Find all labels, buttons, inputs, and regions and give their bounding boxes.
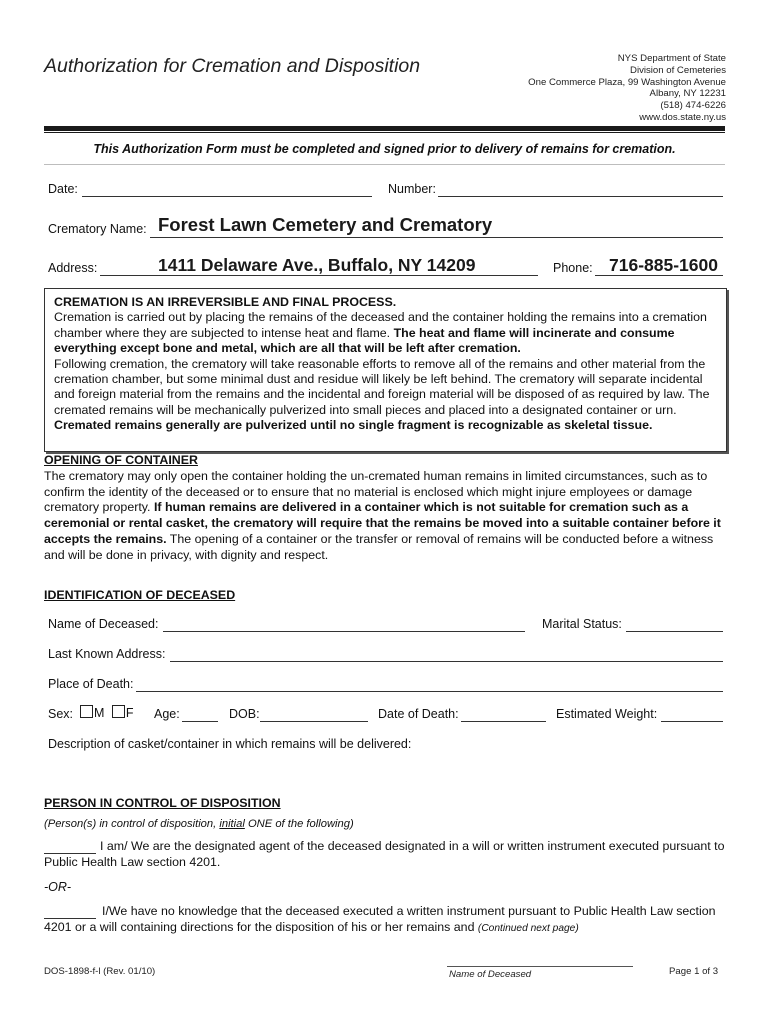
date-of-death-label: Date of Death: (378, 707, 459, 721)
sex-options (78, 705, 134, 720)
marital-status-field[interactable] (626, 631, 723, 632)
warning-paragraph-2 (54, 357, 717, 434)
last-known-address-label: Last Known Address: (48, 647, 166, 661)
place-of-death-field[interactable] (136, 691, 723, 692)
estimated-weight-field[interactable] (661, 721, 723, 722)
sex-m-label: M (94, 706, 105, 720)
dob-label: DOB: (229, 707, 260, 721)
warning-bold-text: Cremated remains generally are pulverized until no single fragment is recognizable as skeletal tissue. (54, 418, 653, 433)
identification-section-title: IDENTIFICATION OF DECEASED (44, 588, 236, 602)
control-section-title: PERSON IN CONTROL OF DISPOSITION (44, 796, 281, 810)
agency-address (528, 53, 726, 124)
control-subtitle-initial: initial (219, 818, 245, 830)
opening-text-1: The crematory may only open the container holding the un-cremated human remains in limited circumstances, such as to confirm the identity of the deceased or to ensure that no material is enclosed which might injure employees or damage crematory property. (44, 468, 708, 515)
date-field[interactable] (82, 196, 372, 197)
sex-f-label: F (125, 706, 134, 720)
last-known-address-field[interactable] (170, 661, 723, 662)
age-label: Age: (154, 707, 180, 721)
opening-section (44, 453, 727, 564)
completion-notice: This Authorization Form must be completed and signed prior to delivery of remains for cremation. (93, 142, 676, 156)
opening-section-title: OPENING OF CONTAINER (44, 453, 198, 467)
crematory-name-label: Crematory Name: (48, 222, 147, 236)
estimated-weight-label: Estimated Weight: (556, 707, 658, 721)
address-value: 1411 Delaware Ave., Buffalo, NY 14209 (158, 255, 476, 275)
agency-line: Albany, NY 12231 (649, 88, 726, 100)
sex-label: Sex: (48, 707, 74, 721)
form-title: Authorization for Cremation and Disposition (44, 55, 421, 77)
agency-line: Division of Cemeteries (630, 64, 726, 76)
name-of-deceased-field[interactable] (163, 631, 525, 632)
warning-paragraph-1 (54, 310, 717, 356)
date-label: Date: (48, 182, 78, 196)
opening-text (44, 469, 727, 564)
agency-website: www.dos.state.ny.us (639, 111, 726, 123)
age-field[interactable] (182, 721, 218, 722)
footer-name-field[interactable] (447, 966, 633, 967)
casket-description-field[interactable] (44, 753, 727, 781)
number-label: Number: (388, 182, 436, 196)
phone-label: Phone: (553, 261, 593, 275)
header-rule-thin (44, 132, 725, 133)
warning-text: Cremation is carried out by placing the remains of the deceased and the container holding the remains into a cremation chamber where they are subjected to intense heat and flame. (54, 310, 707, 340)
divider (44, 164, 725, 165)
address-label: Address: (48, 261, 98, 275)
agency-line: One Commerce Plaza, 99 Washington Avenue (528, 76, 726, 88)
name-of-deceased-label: Name of Deceased: (48, 617, 159, 631)
control-subtitle (44, 818, 354, 830)
control-subtitle-text: (Person(s) in control of disposition, (44, 818, 220, 830)
footer-name-caption: Name of Deceased (449, 969, 532, 980)
form-id: DOS-1898-f-l (Rev. 01/10) (44, 966, 156, 977)
option-1-text: I am/ We are the designated agent of the deceased designated in a will or written instrument executed pursuant to Public Health Law section 4201. (44, 839, 725, 869)
agency-line: NYS Department of State (617, 53, 726, 64)
warning-bold-text: The heat and flame will incinerate and consume everything except bone and metal, which are all that will be left after cremation. (54, 325, 675, 356)
crematory-name-value: Forest Lawn Cemetery and Crematory (158, 214, 493, 235)
casket-description-label: Description of casket/container in which remains will be delivered: (48, 737, 412, 751)
continued-note: (Continued next page) (477, 922, 579, 934)
date-of-death-field[interactable] (461, 721, 546, 722)
place-of-death-label: Place of Death: (48, 677, 134, 691)
sex-m-checkbox[interactable] (80, 705, 93, 718)
control-subtitle-text: ONE of the following) (244, 818, 354, 830)
warning-text: Following cremation, the crematory will take reasonable efforts to remove all of the remains and other material from the cremation chamber, but some minimal dust and residue will likely be left behind. The crematory will separate incidental and foreign material from the remains and the incidental and foreign material will be disposed of as required by law. The cremated remains will be mechanically pulverized into small pieces and placed into a designated container or urn. (54, 356, 710, 417)
option-2-text (44, 904, 727, 937)
page-number: Page 1 of 3 (669, 966, 719, 977)
dob-field[interactable] (260, 721, 368, 722)
marital-status-label: Marital Status: (542, 617, 622, 631)
agency-line: (518) 474-6226 (660, 100, 726, 112)
option-2-statement: I/We have no knowledge that the deceased executed a written instrument pursuant to Public Health Law section 4201 or a will containing directions for the disposition of his or her remains and (44, 904, 716, 934)
opening-bold-text: If human remains are delivered in a container which is not suitable for cremation such as a ceremonial or rental casket, the crematory will require that the remains be moved into a suitable container before it accepts the remains. (44, 500, 721, 546)
cremation-warning-box (44, 288, 727, 452)
warning-heading: CREMATION IS AN IRREVERSIBLE AND FINAL PROCESS. (54, 295, 397, 309)
sex-f-checkbox[interactable] (112, 705, 125, 718)
phone-value: 716-885-1600 (609, 255, 718, 275)
opening-text-2: The opening of a container or the transfer or removal of remains will be conducted before a witness and will be done in privacy, with dignity and respect. (44, 531, 714, 562)
header-rule (44, 126, 725, 131)
crematory-name-field[interactable] (150, 237, 723, 238)
number-field[interactable] (438, 196, 723, 197)
or-separator: -OR- (44, 880, 72, 894)
